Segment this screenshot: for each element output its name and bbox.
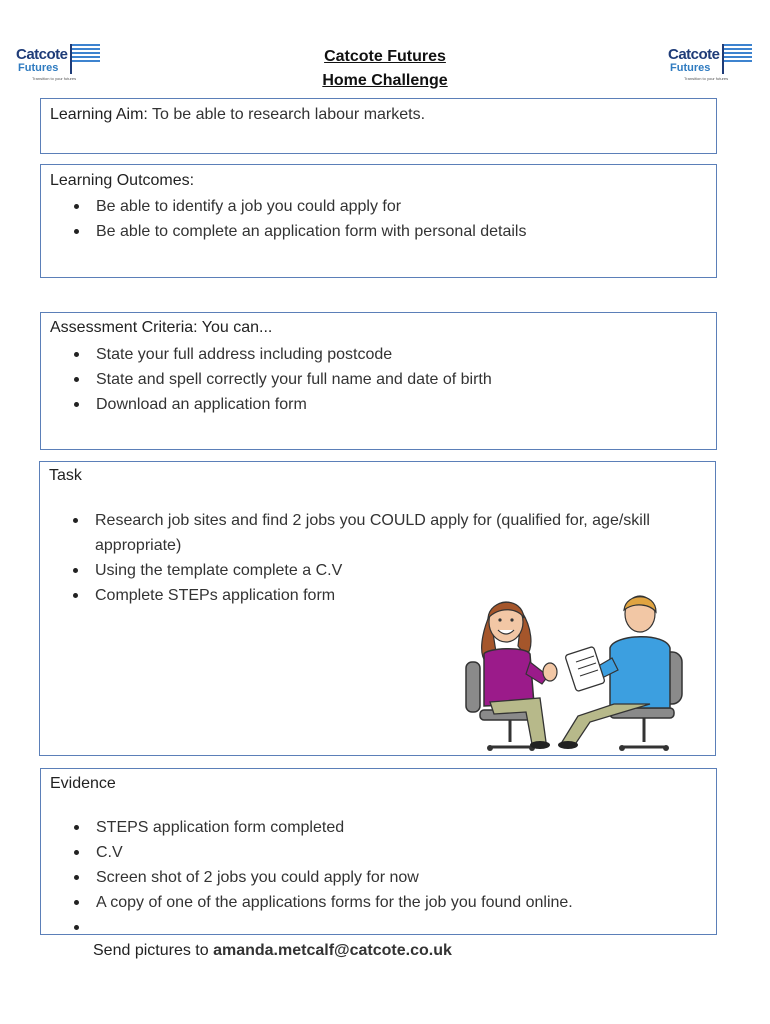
email-link[interactable]: amanda.metcalf@catcote.co.uk	[213, 942, 452, 959]
assessment-criteria-box	[40, 312, 717, 450]
list-item: STEPS application form completed	[96, 815, 573, 840]
list-item	[96, 915, 573, 940]
learning-aim-box	[40, 98, 717, 154]
list-item: Download an application form	[96, 392, 492, 417]
list-item: Be able to complete an application form with personal details	[96, 219, 526, 244]
list-item: A copy of one of the applications forms for the job you found online.	[96, 890, 573, 915]
task-label: Task	[49, 467, 82, 484]
logo-brand-line1: Catcote	[668, 46, 720, 63]
list-item: Screen shot of 2 jobs you could apply for now	[96, 865, 573, 890]
evidence-box	[40, 768, 717, 935]
learning-outcomes-list	[96, 194, 526, 244]
interviewer-figure-icon	[558, 596, 670, 749]
evidence-label: Evidence	[50, 775, 116, 792]
list-item: Be able to identify a job you could apply for	[96, 194, 526, 219]
send-instructions	[93, 942, 452, 960]
logo-brand-line2: Futures	[18, 62, 59, 74]
evidence-list	[96, 815, 573, 940]
logo-brand-line2: Futures	[670, 62, 711, 74]
learning-aim-text: To be able to research labour markets.	[152, 106, 426, 123]
learning-outcomes-label: Learning Outcomes:	[50, 172, 195, 189]
list-item: Complete STEPs application form	[95, 583, 685, 608]
page-subtitle: Home Challenge	[322, 72, 448, 89]
list-item: Research job sites and find 2 jobs you COULD apply for (qualified for, age/skill appropriate)	[95, 508, 685, 558]
assessment-criteria-list	[96, 342, 492, 417]
learning-aim-line	[50, 106, 425, 124]
learning-aim-label: Learning Aim:	[50, 106, 148, 123]
interviewee-figure-icon	[482, 602, 557, 749]
logo-tagline: Transition to your futures	[32, 76, 77, 81]
send-prefix: Send pictures to	[93, 942, 209, 959]
assessment-criteria-label: Assessment Criteria: You can...	[50, 319, 273, 336]
list-item: State and spell correctly your full name and date of birth	[96, 367, 492, 392]
list-item: C.V	[96, 840, 573, 865]
job-interview-illustration	[460, 592, 690, 752]
logo-brand-line1: Catcote	[16, 46, 68, 63]
learning-outcomes-box	[40, 164, 717, 278]
logo-tagline: Transition to your futures	[684, 76, 729, 81]
list-item: State your full address including postcode	[96, 342, 492, 367]
list-item: Using the template complete a C.V	[95, 558, 685, 583]
page-title: Catcote Futures	[324, 48, 446, 65]
